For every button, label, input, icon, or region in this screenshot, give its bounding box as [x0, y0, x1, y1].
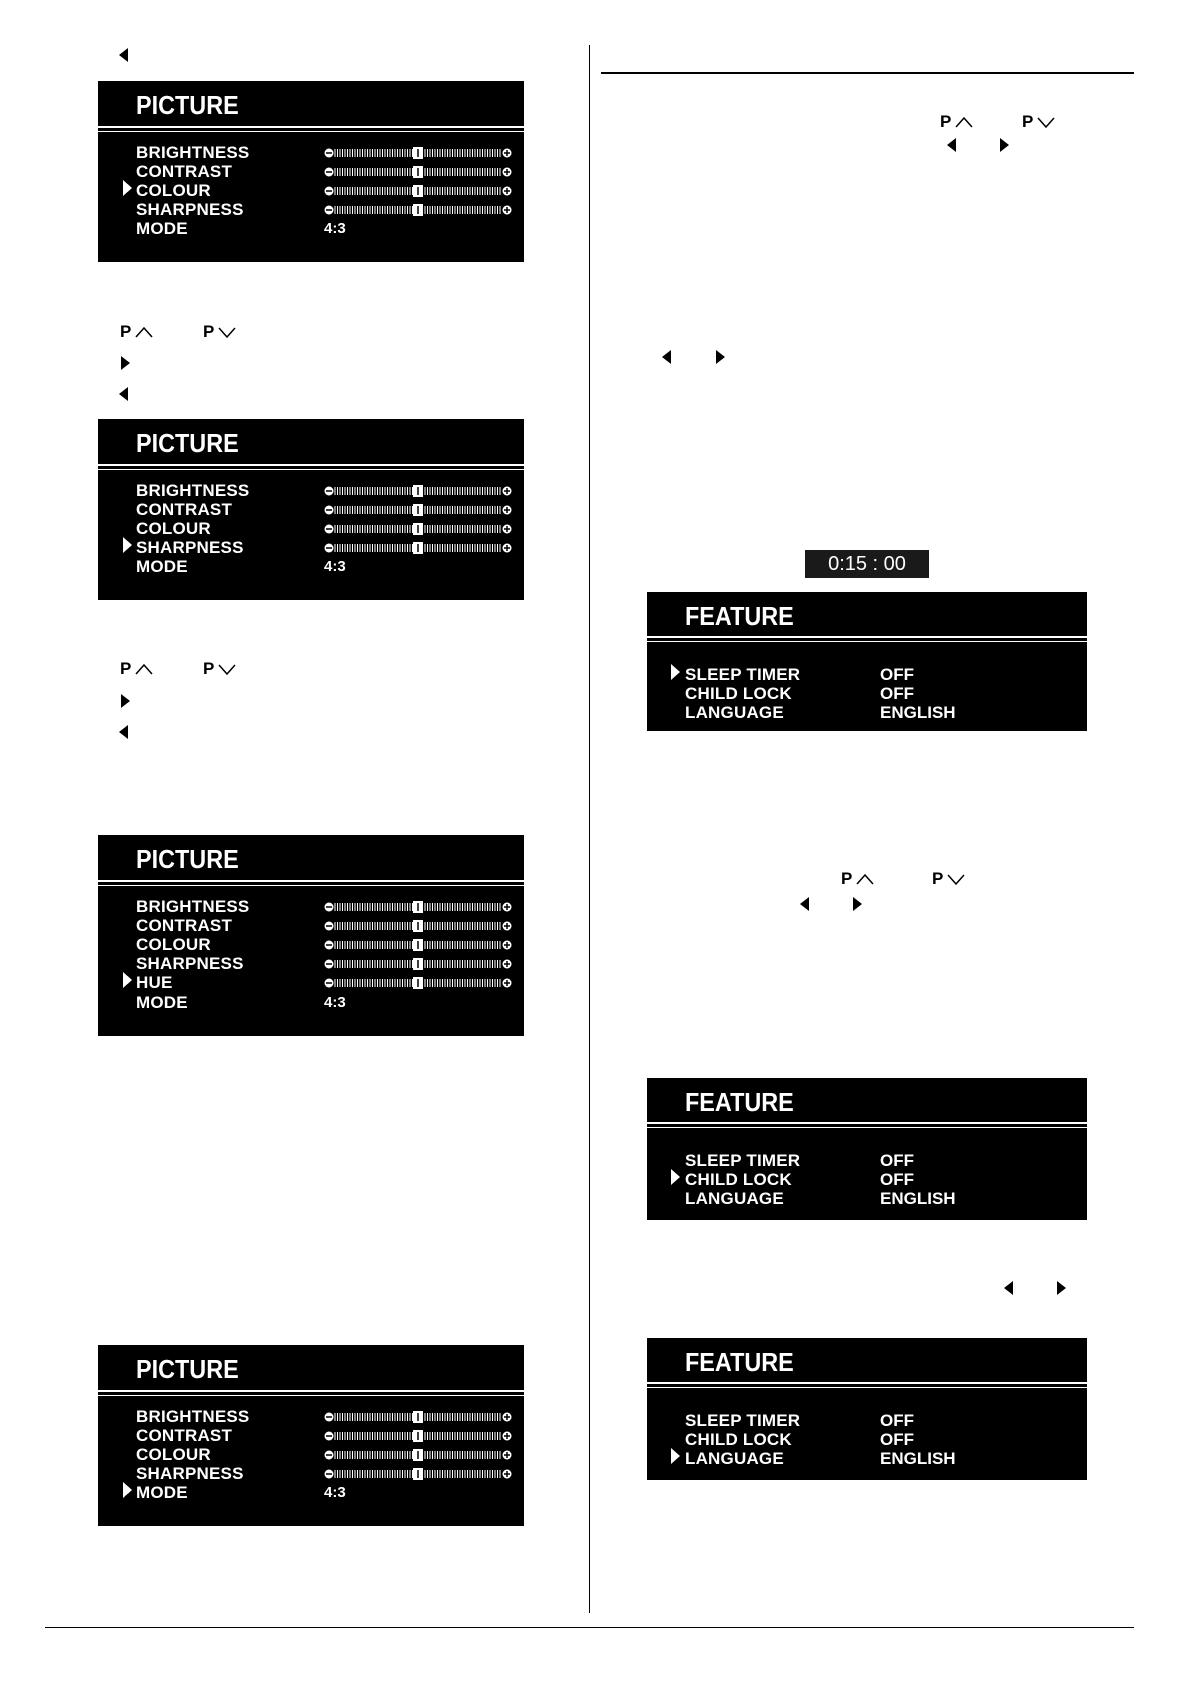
- mode-value: 4:3: [324, 558, 346, 575]
- contrast-slider[interactable]: [324, 1430, 512, 1442]
- brightness-label: BRIGHTNESS: [136, 480, 250, 500]
- menu-title: PICTURE: [136, 1354, 239, 1384]
- selection-cursor-icon: [671, 1169, 680, 1185]
- sleep-timer-display: 0:15 : 00: [805, 550, 929, 578]
- picture-menu-2: [98, 419, 524, 600]
- sharpness-slider[interactable]: [324, 958, 512, 970]
- p-up-key: P: [841, 869, 875, 889]
- mode-value: 4:3: [324, 1484, 346, 1501]
- menu-title: PICTURE: [136, 428, 239, 458]
- sharpness-slider[interactable]: [324, 204, 512, 216]
- brightness-slider[interactable]: [324, 485, 512, 497]
- contrast-slider[interactable]: [324, 166, 512, 178]
- language-label: LANGUAGE: [685, 1448, 784, 1468]
- language-value: ENGLISH: [880, 1448, 956, 1468]
- brightness-label: BRIGHTNESS: [136, 896, 250, 916]
- colour-label: COLOUR: [136, 934, 211, 954]
- colour-slider[interactable]: [324, 523, 512, 535]
- caret-up-icon: [855, 873, 875, 885]
- brightness-label: BRIGHTNESS: [136, 1406, 250, 1426]
- feature-menu-2: [647, 1078, 1087, 1220]
- selection-cursor-icon: [123, 180, 132, 196]
- left-arrow-icon: [800, 897, 809, 911]
- child-lock-value: OFF: [880, 683, 914, 703]
- selection-cursor-icon: [123, 1482, 132, 1498]
- p-down-key: P: [1022, 112, 1056, 132]
- right-arrow-icon: [1057, 1281, 1066, 1295]
- brightness-label: BRIGHTNESS: [136, 142, 250, 162]
- child-lock-label: CHILD LOCK: [685, 1169, 792, 1189]
- brightness-slider[interactable]: [324, 147, 512, 159]
- colour-label: COLOUR: [136, 518, 211, 538]
- sleep-timer-label: SLEEP TIMER: [685, 1150, 801, 1170]
- column-divider: [589, 45, 590, 1613]
- sleep-timer-value: OFF: [880, 1410, 914, 1430]
- sleep-timer-value: OFF: [880, 1150, 914, 1170]
- colour-slider[interactable]: [324, 185, 512, 197]
- footer-rule: [45, 1627, 1134, 1628]
- menu-title: PICTURE: [136, 90, 239, 120]
- sharpness-label: SHARPNESS: [136, 953, 244, 973]
- picture-menu-3: [98, 835, 524, 1036]
- contrast-slider[interactable]: [324, 504, 512, 516]
- p-down-key: P: [203, 322, 237, 342]
- child-lock-label: CHILD LOCK: [685, 1429, 792, 1449]
- right-arrow-icon: [121, 356, 130, 370]
- right-arrow-icon: [853, 897, 862, 911]
- language-label: LANGUAGE: [685, 1188, 784, 1208]
- menu-title: FEATURE: [685, 1087, 794, 1117]
- sleep-timer-value: OFF: [880, 664, 914, 684]
- caret-down-icon: [217, 663, 237, 675]
- selection-cursor-icon: [123, 537, 132, 553]
- mode-label: MODE: [136, 1482, 188, 1502]
- sharpness-label: SHARPNESS: [136, 537, 244, 557]
- colour-slider[interactable]: [324, 939, 512, 951]
- right-header-rule: [601, 72, 1134, 74]
- p-up-key: P: [120, 322, 154, 342]
- selection-cursor-icon: [123, 972, 132, 988]
- menu-title: FEATURE: [685, 601, 794, 631]
- selection-cursor-icon: [671, 1448, 680, 1464]
- right-arrow-icon: [716, 350, 725, 364]
- feature-menu-1: [647, 592, 1087, 731]
- p-down-key: P: [932, 869, 966, 889]
- p-up-key: P: [940, 112, 974, 132]
- language-value: ENGLISH: [880, 702, 956, 722]
- colour-label: COLOUR: [136, 180, 211, 200]
- language-label: LANGUAGE: [685, 702, 784, 722]
- p-up-key: P: [120, 659, 154, 679]
- sharpness-slider[interactable]: [324, 1468, 512, 1480]
- mode-label: MODE: [136, 992, 188, 1012]
- contrast-label: CONTRAST: [136, 499, 233, 519]
- caret-up-icon: [134, 326, 154, 338]
- brightness-slider[interactable]: [324, 901, 512, 913]
- left-arrow-icon: [1004, 1281, 1013, 1295]
- right-arrow-icon: [121, 694, 130, 708]
- caret-down-icon: [1036, 116, 1056, 128]
- hue-slider[interactable]: [324, 977, 512, 989]
- p-down-key: P: [203, 659, 237, 679]
- child-lock-label: CHILD LOCK: [685, 683, 792, 703]
- contrast-slider[interactable]: [324, 920, 512, 932]
- mode-value: 4:3: [324, 220, 346, 237]
- mode-label: MODE: [136, 556, 188, 576]
- left-arrow-icon: [119, 725, 128, 739]
- left-arrow-icon: [947, 138, 956, 152]
- left-arrow-icon: [119, 387, 128, 401]
- sharpness-label: SHARPNESS: [136, 1463, 244, 1483]
- sharpness-slider[interactable]: [324, 542, 512, 554]
- language-value: ENGLISH: [880, 1188, 956, 1208]
- colour-slider[interactable]: [324, 1449, 512, 1461]
- contrast-label: CONTRAST: [136, 161, 233, 181]
- feature-menu-3: [647, 1338, 1087, 1480]
- left-arrow-icon: [119, 48, 128, 62]
- right-arrow-icon: [1000, 138, 1009, 152]
- menu-title: PICTURE: [136, 844, 239, 874]
- picture-menu-1: [98, 81, 524, 262]
- hue-label: HUE: [136, 972, 173, 992]
- menu-title: FEATURE: [685, 1347, 794, 1377]
- caret-up-icon: [954, 116, 974, 128]
- sleep-timer-label: SLEEP TIMER: [685, 664, 801, 684]
- sharpness-label: SHARPNESS: [136, 199, 244, 219]
- left-arrow-icon: [662, 350, 671, 364]
- contrast-label: CONTRAST: [136, 1425, 233, 1445]
- child-lock-value: OFF: [880, 1429, 914, 1449]
- brightness-slider[interactable]: [324, 1411, 512, 1423]
- caret-down-icon: [946, 873, 966, 885]
- selection-cursor-icon: [671, 664, 680, 680]
- caret-up-icon: [134, 663, 154, 675]
- sleep-timer-label: SLEEP TIMER: [685, 1410, 801, 1430]
- caret-down-icon: [217, 326, 237, 338]
- child-lock-value: OFF: [880, 1169, 914, 1189]
- picture-menu-4: [98, 1345, 524, 1526]
- colour-label: COLOUR: [136, 1444, 211, 1464]
- mode-label: MODE: [136, 218, 188, 238]
- contrast-label: CONTRAST: [136, 915, 233, 935]
- mode-value: 4:3: [324, 994, 346, 1011]
